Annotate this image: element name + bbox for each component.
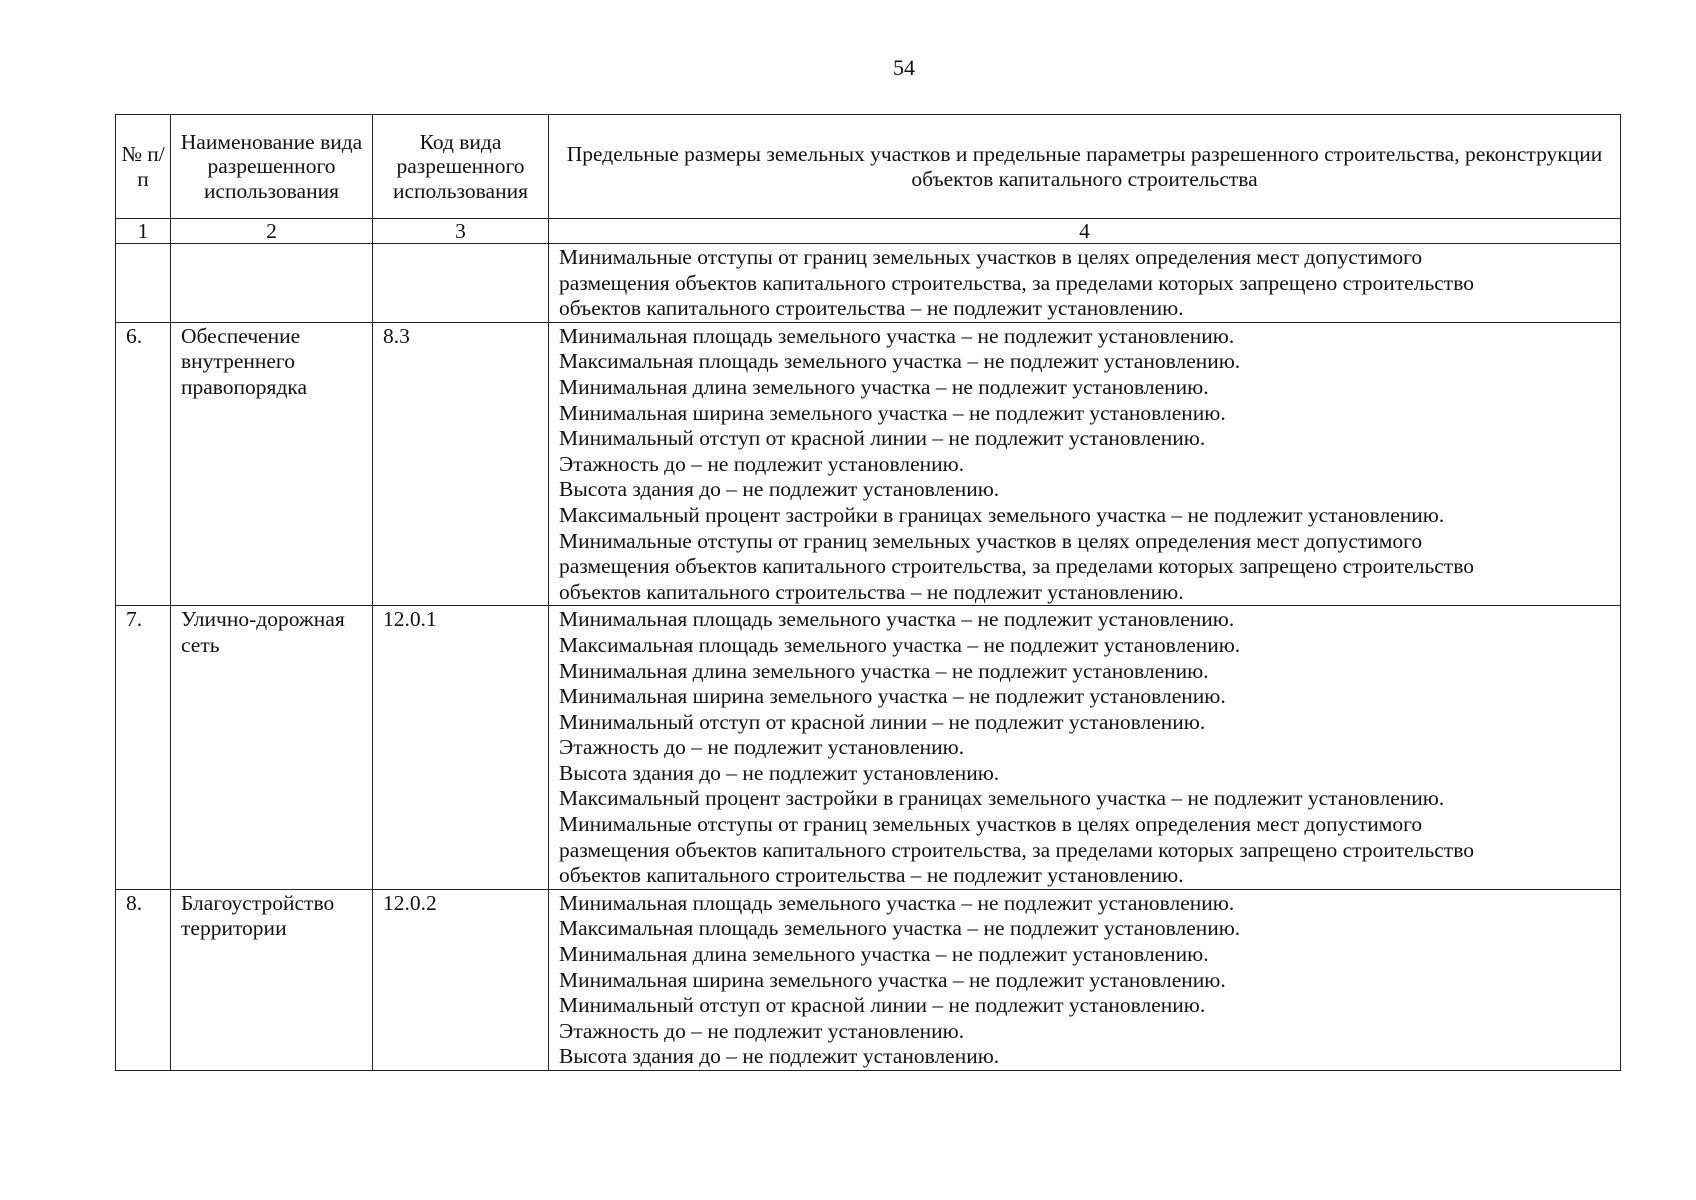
parameter-line: Минимальная площадь земельного участка – не подлежит установлению. bbox=[559, 890, 1235, 915]
parameter-line: Минимальная длина земельного участка – не подлежит установлению. bbox=[559, 658, 1209, 683]
header-number: № п/п bbox=[116, 115, 171, 219]
use-code: 12.0.2 bbox=[373, 889, 549, 1070]
parameters-cell bbox=[549, 889, 1621, 1070]
use-code bbox=[373, 244, 549, 323]
land-use-parameters-table bbox=[115, 114, 1621, 1071]
table-row bbox=[116, 244, 1621, 323]
parameters-cell bbox=[549, 606, 1621, 890]
parameter-line: Этажность до – не подлежит установлению. bbox=[559, 1018, 965, 1043]
parameter-line: размещения объектов капитального строительства, за пределами которых запрещено строительство bbox=[559, 837, 1474, 862]
parameter-line: Максимальная площадь земельного участка – не подлежит установлению. bbox=[559, 632, 1241, 657]
use-name: Благоустройство территории bbox=[171, 889, 373, 1070]
parameter-line: Минимальная ширина земельного участка – не подлежит установлению. bbox=[559, 967, 1226, 992]
parameter-line: объектов капитального строительства – не подлежит установлению. bbox=[559, 863, 1184, 888]
row-number: 7. bbox=[116, 606, 171, 890]
parameter-line: Максимальная площадь земельного участка – не подлежит установлению. bbox=[559, 349, 1241, 374]
parameter-line: Этажность до – не подлежит установлению. bbox=[559, 451, 965, 476]
table-row bbox=[116, 606, 1621, 890]
table-body bbox=[116, 244, 1621, 1071]
parameter-line: Минимальная длина земельного участка – не подлежит установлению. bbox=[559, 942, 1209, 967]
table-row bbox=[116, 889, 1621, 1070]
parameter-line: размещения объектов капитального строительства, за пределами которых запрещено строительство bbox=[559, 554, 1474, 579]
row-number bbox=[116, 244, 171, 323]
header-parameters: Предельные размеры земельных участков и предельные параметры разрешенного строительства, реконструкции объектов капитального строительства bbox=[549, 115, 1621, 219]
row-number: 6. bbox=[116, 322, 171, 606]
parameters-cell bbox=[549, 244, 1621, 323]
parameter-line: Минимальная длина земельного участка – не подлежит установлению. bbox=[559, 374, 1209, 399]
parameter-line: Минимальный отступ от красной линии – не подлежит установлению. bbox=[559, 993, 1206, 1018]
parameter-line: Максимальный процент застройки в границах земельного участка – не подлежит установлению. bbox=[559, 502, 1445, 527]
column-number-row bbox=[116, 219, 1621, 244]
parameter-line: размещения объектов капитального строительства, за пределами которых запрещено строительство bbox=[559, 270, 1474, 295]
parameter-line: Высота здания до – не подлежит установлению. bbox=[559, 760, 1000, 785]
parameter-line: Минимальная площадь земельного участка – не подлежит установлению. bbox=[559, 323, 1235, 348]
row-number: 8. bbox=[116, 889, 171, 1070]
parameter-line: Минимальная площадь земельного участка – не подлежит установлению. bbox=[559, 607, 1235, 632]
parameter-line: Минимальные отступы от границ земельных участков в целях определения мест допустимого bbox=[559, 528, 1423, 553]
use-name: Улично-дорожная сеть bbox=[171, 606, 373, 890]
parameter-line: Минимальные отступы от границ земельных участков в целях определения мест допустимого bbox=[559, 245, 1423, 269]
use-code: 8.3 bbox=[373, 322, 549, 606]
use-name bbox=[171, 244, 373, 323]
parameter-line: Минимальная ширина земельного участка – не подлежит установлению. bbox=[559, 400, 1226, 425]
parameter-line: Высота здания до – не подлежит установлению. bbox=[559, 477, 1000, 502]
page-number: 54 bbox=[893, 55, 915, 80]
parameter-line: Этажность до – не подлежит установлению. bbox=[559, 735, 965, 760]
parameter-line: Максимальный процент застройки в границах земельного участка – не подлежит установлению. bbox=[559, 786, 1445, 811]
header-use-code: Код вида разрешенного использования bbox=[373, 115, 549, 219]
parameter-line: Минимальный отступ от красной линии – не подлежит установлению. bbox=[559, 426, 1206, 451]
use-code: 12.0.1 bbox=[373, 606, 549, 890]
parameter-line: Минимальный отступ от красной линии – не подлежит установлению. bbox=[559, 709, 1206, 734]
parameter-line: Минимальная ширина земельного участка – не подлежит установлению. bbox=[559, 684, 1226, 709]
header-use-name: Наименование вида разрешенного использования bbox=[171, 115, 373, 219]
parameter-line: объектов капитального строительства – не подлежит установлению. bbox=[559, 296, 1184, 321]
parameter-line: Максимальная площадь земельного участка – не подлежит установлению. bbox=[559, 916, 1241, 941]
column-number: 3 bbox=[373, 219, 549, 244]
parameter-line: Минимальные отступы от границ земельных участков в целях определения мест допустимого bbox=[559, 812, 1423, 837]
column-number: 2 bbox=[171, 219, 373, 244]
column-number: 1 bbox=[116, 219, 171, 244]
use-name: Обеспечение внутреннего правопорядка bbox=[171, 322, 373, 606]
parameter-line: объектов капитального строительства – не подлежит установлению. bbox=[559, 579, 1184, 604]
parameter-line: Высота здания до – не подлежит установлению. bbox=[559, 1044, 1000, 1069]
table-header-row bbox=[116, 115, 1621, 219]
parameters-cell bbox=[549, 322, 1621, 606]
table-row bbox=[116, 322, 1621, 606]
column-number: 4 bbox=[549, 219, 1621, 244]
